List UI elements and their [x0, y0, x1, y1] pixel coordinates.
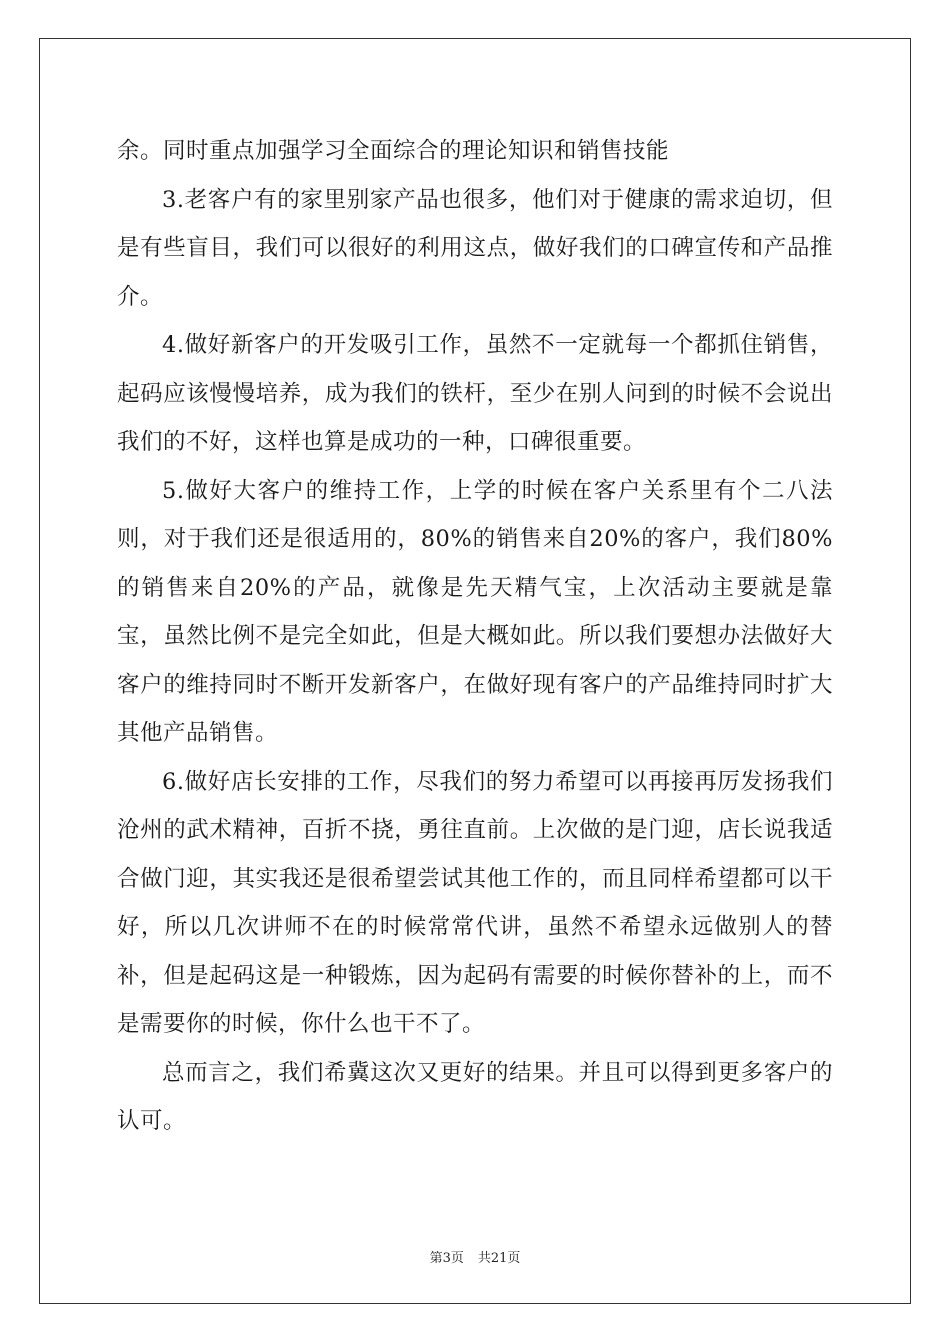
total-pages: 共21页: [477, 1251, 521, 1266]
paragraph-summary: 总而言之，我们希冀这次又更好的结果。并且可以得到更多客户的认可。: [117, 1059, 833, 1134]
document-body: [117, 127, 833, 1146]
page-footer: [0, 1247, 950, 1266]
page-number: 第3页: [429, 1251, 464, 1266]
paragraph-item-4: 4.做好新客户的开发吸引工作，虽然不一定就每一个都抓住销售，起码应该慢慢培养，成为我们的铁杆，至少在别人问到的时候不会说出我们的不好，这样也算是成功的一种，口碑很重要。: [117, 332, 833, 455]
paragraph-item-3: 3.老客户有的家里别家产品也很多，他们对于健康的需求迫切，但是有些盲目，我们可以很好的利用这点，做好我们的口碑宣传和产品推介。: [117, 186, 833, 310]
paragraph-item-6: 6.做好店长安排的工作，尽我们的努力希望可以再接再厉发扬我们沧州的武术精神，百折不挠，勇往直前。上次做的是门迎，店长说我适合做门迎，其实我还是很希望尝试其他工作的，而且同样希望都可以干好，所以几次讲师不在的时候常常代讲，虽然不希望永远做别人的替补，但是起码这是一种锻炼，因为起码有需要的时候你替补的上，而不是需要你的时候，你什么也干不了。: [117, 768, 833, 1037]
paragraph-item-5: 5.做好大客户的维持工作，上学的时候在客户关系里有个二八法则，对于我们还是很适用的，80%的销售来自20%的客户，我们80%的销售来自20%的产品，就像是先天精气宝，上次活动主要就是靠宝，虽然比例不是完全如此，但是大概如此。所以我们要想办法做好大客户的维持同时不断开发新客户，在做好现有客户的产品维持同时扩大其他产品销售。: [117, 477, 833, 746]
paragraph-continuation: 余。同时重点加强学习全面综合的理论知识和销售技能: [117, 138, 670, 164]
